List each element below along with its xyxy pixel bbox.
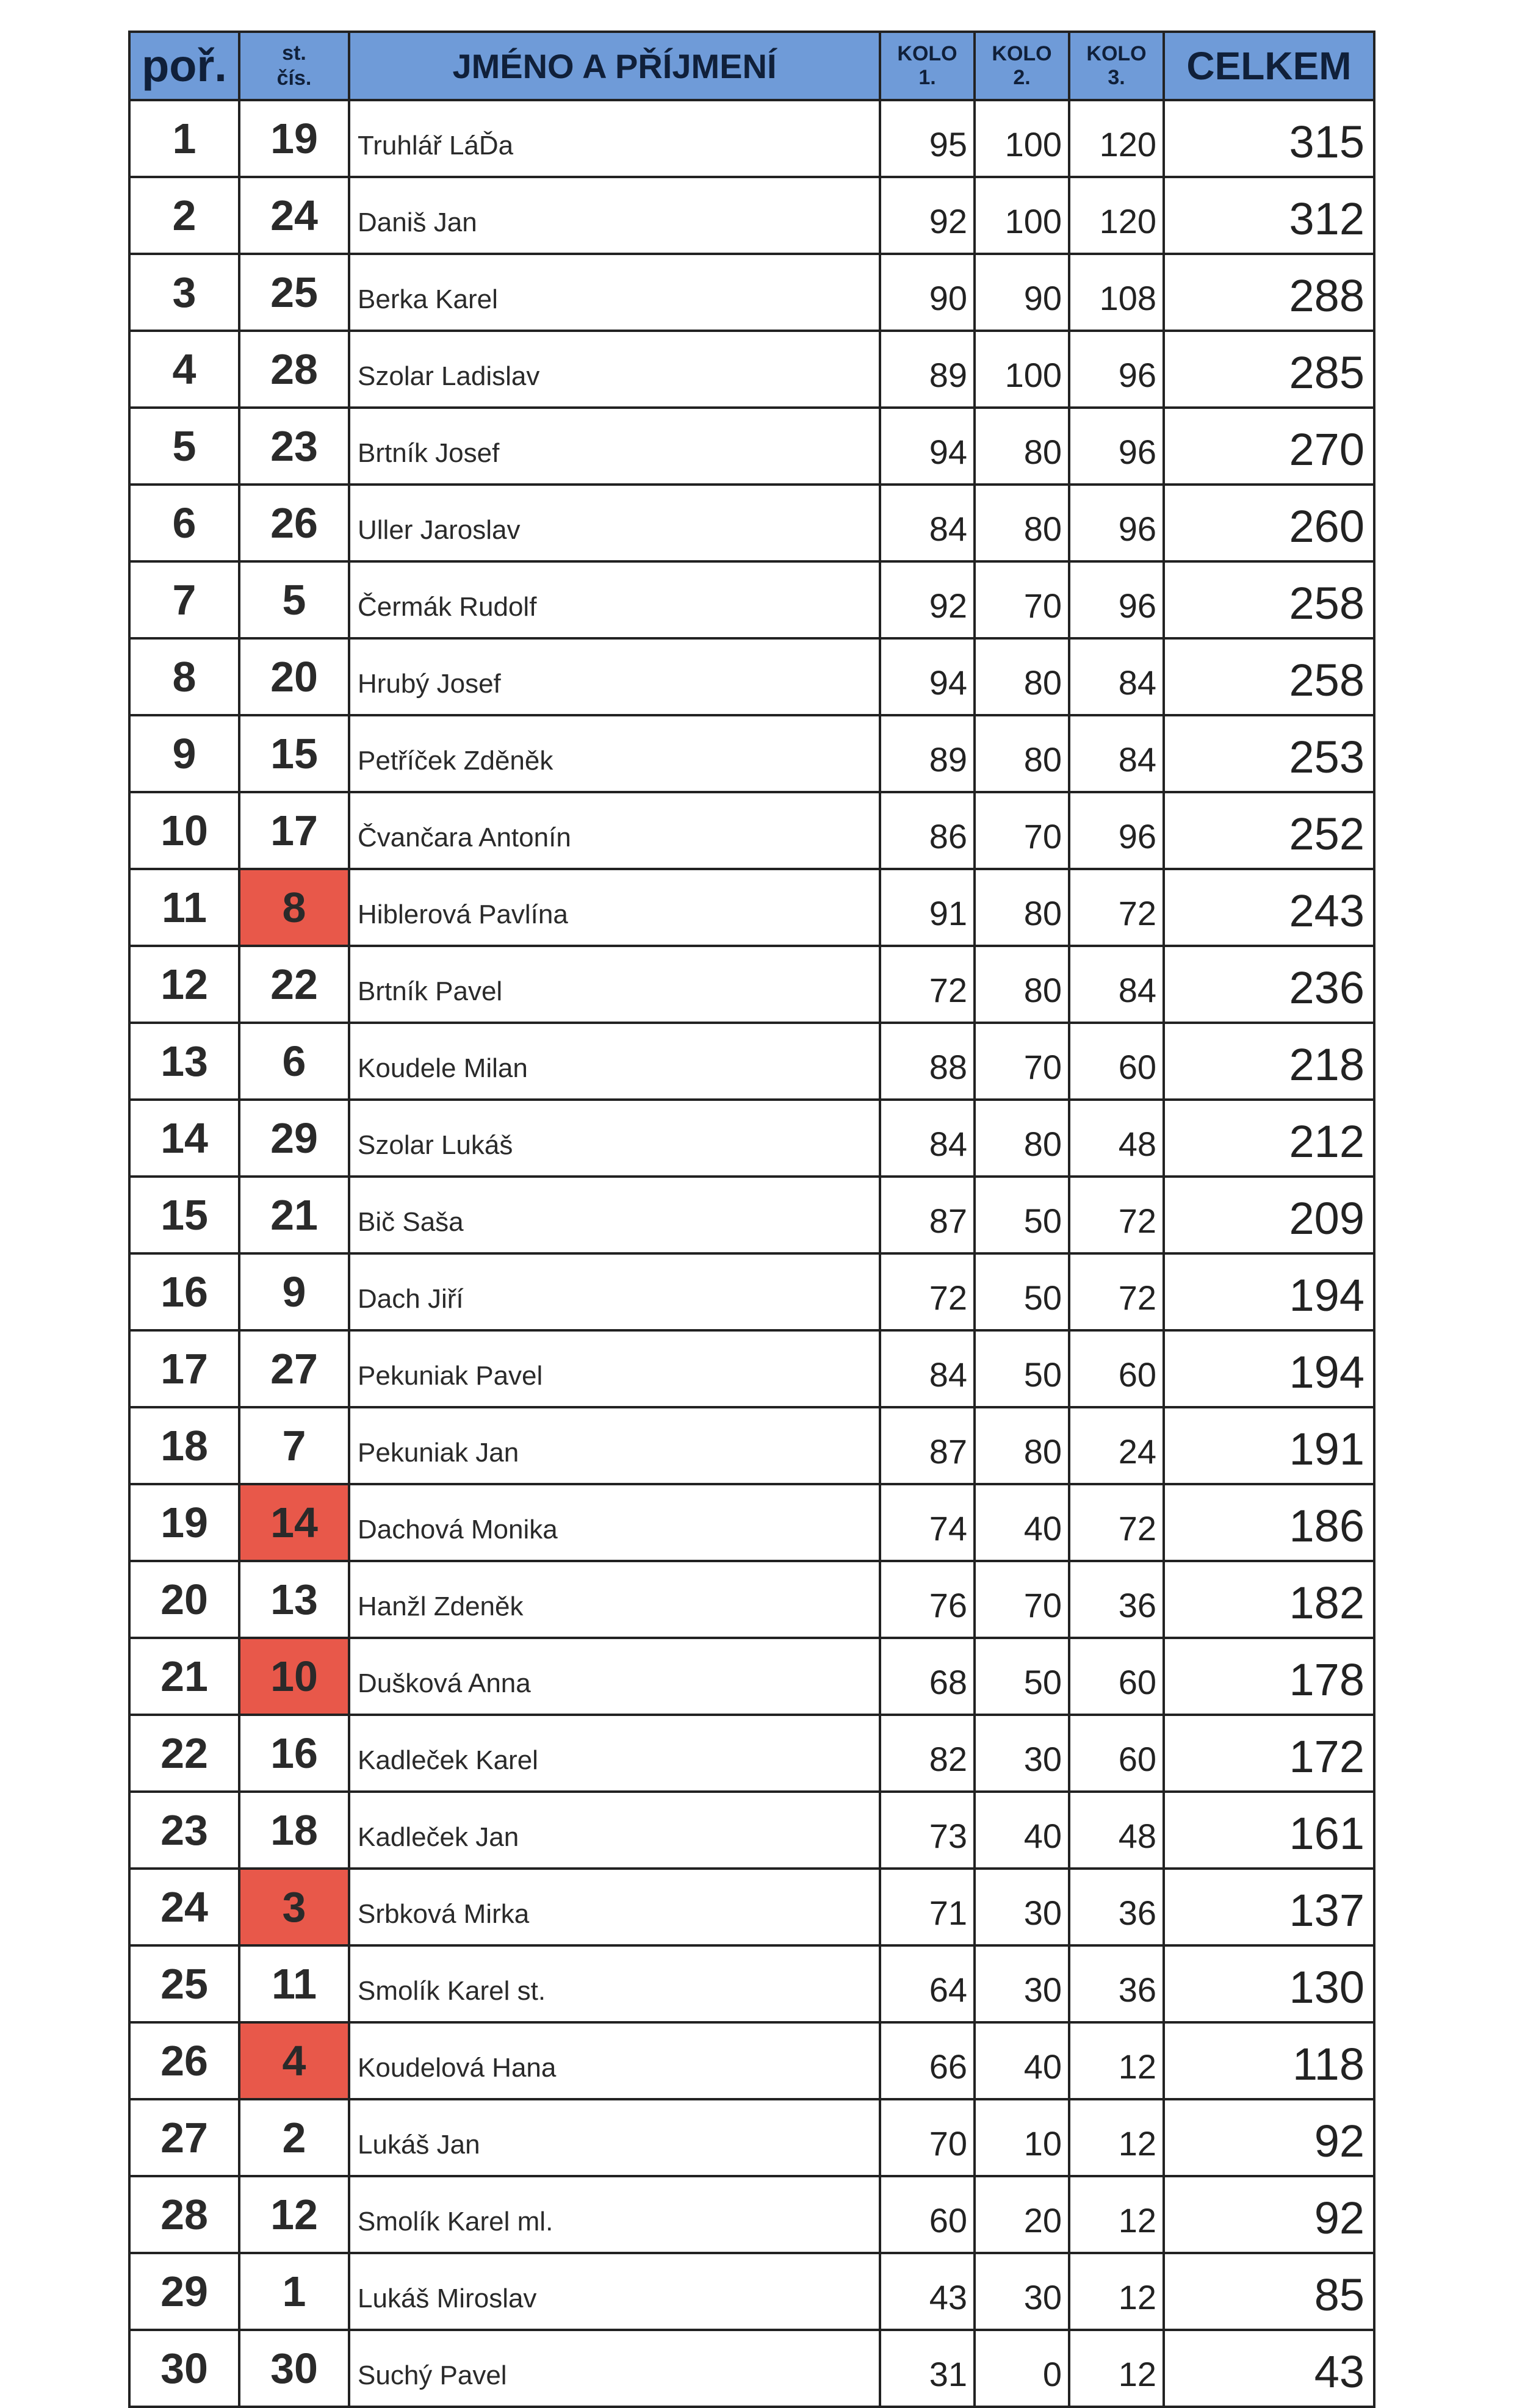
round-2-score-cell: 50 — [975, 1177, 1069, 1253]
start-number-cell: 4 — [239, 2022, 349, 2099]
table-row — [129, 1638, 1374, 1715]
table-row — [129, 331, 1374, 408]
round-2-score-cell: 0 — [975, 2330, 1069, 2407]
round-2-score-cell: 100 — [975, 331, 1069, 408]
round-1-score-cell: 84 — [880, 1330, 975, 1407]
start-number-cell: 2 — [239, 2099, 349, 2176]
round-3-score-cell: 72 — [1069, 1484, 1164, 1561]
rank-cell: 6 — [129, 485, 239, 561]
table-row — [129, 2099, 1374, 2176]
total-score-cell: 43 — [1164, 2330, 1374, 2407]
round-1-score-cell: 89 — [880, 715, 975, 792]
round-2-score-cell: 50 — [975, 1638, 1069, 1715]
round-1-score-cell: 70 — [880, 2099, 975, 2176]
competitor-name-cell: Kadleček Karel — [349, 1715, 880, 1792]
header-row — [129, 32, 1374, 100]
rank-cell: 20 — [129, 1561, 239, 1638]
table-row — [129, 1869, 1374, 1945]
start-number-cell: 6 — [239, 1023, 349, 1100]
round-3-score-cell: 84 — [1069, 946, 1164, 1023]
table-body — [129, 100, 1374, 2407]
competitor-name-cell: Lukáš Miroslav — [349, 2253, 880, 2330]
round-3-score-cell: 36 — [1069, 1869, 1164, 1945]
round-2-score-cell: 70 — [975, 1561, 1069, 1638]
rank-cell: 13 — [129, 1023, 239, 1100]
header-round-3-label: KOLO — [1086, 41, 1147, 65]
round-3-score-cell: 108 — [1069, 254, 1164, 331]
rank-cell: 26 — [129, 2022, 239, 2099]
total-score-cell: 161 — [1164, 1792, 1374, 1869]
table-row — [129, 792, 1374, 869]
table-row — [129, 561, 1374, 638]
round-1-score-cell: 94 — [880, 638, 975, 715]
competitor-name-cell: Bič Saša — [349, 1177, 880, 1253]
table-row — [129, 1792, 1374, 1869]
rank-cell: 4 — [129, 331, 239, 408]
round-3-score-cell: 84 — [1069, 715, 1164, 792]
round-2-score-cell: 20 — [975, 2176, 1069, 2253]
round-2-score-cell: 30 — [975, 1715, 1069, 1792]
rank-cell: 16 — [129, 1253, 239, 1330]
competitor-name-cell: Petříček Zděněk — [349, 715, 880, 792]
rank-cell: 1 — [129, 100, 239, 177]
start-number-cell: 24 — [239, 177, 349, 254]
round-1-score-cell: 94 — [880, 408, 975, 485]
round-1-score-cell: 87 — [880, 1177, 975, 1253]
round-1-score-cell: 84 — [880, 485, 975, 561]
round-2-score-cell: 100 — [975, 177, 1069, 254]
total-score-cell: 118 — [1164, 2022, 1374, 2099]
round-2-score-cell: 30 — [975, 1869, 1069, 1945]
round-2-score-cell: 30 — [975, 1945, 1069, 2022]
table-row — [129, 1253, 1374, 1330]
header-round-2-number: 2. — [1013, 66, 1031, 89]
competitor-name-cell: Srbková Mirka — [349, 1869, 880, 1945]
rank-cell: 15 — [129, 1177, 239, 1253]
round-3-score-cell: 120 — [1069, 100, 1164, 177]
competitor-name-cell: Pekuniak Pavel — [349, 1330, 880, 1407]
start-number-cell: 12 — [239, 2176, 349, 2253]
total-score-cell: 258 — [1164, 561, 1374, 638]
total-score-cell: 212 — [1164, 1100, 1374, 1177]
start-number-cell: 7 — [239, 1407, 349, 1484]
table-row — [129, 1100, 1374, 1177]
header-total: CELKEM — [1164, 32, 1374, 100]
table-row — [129, 1484, 1374, 1561]
round-3-score-cell: 48 — [1069, 1792, 1164, 1869]
start-number-cell: 19 — [239, 100, 349, 177]
round-1-score-cell: 88 — [880, 1023, 975, 1100]
header-round-3-number: 3. — [1108, 66, 1125, 89]
round-2-score-cell: 80 — [975, 946, 1069, 1023]
competitor-name-cell: Kadleček Jan — [349, 1792, 880, 1869]
start-number-cell: 18 — [239, 1792, 349, 1869]
start-number-cell: 15 — [239, 715, 349, 792]
start-number-cell: 27 — [239, 1330, 349, 1407]
rank-cell: 27 — [129, 2099, 239, 2176]
total-score-cell: 258 — [1164, 638, 1374, 715]
round-3-score-cell: 36 — [1069, 1945, 1164, 2022]
round-1-score-cell: 66 — [880, 2022, 975, 2099]
table-row — [129, 946, 1374, 1023]
total-score-cell: 260 — [1164, 485, 1374, 561]
header-start-number — [239, 32, 349, 100]
start-number-cell: 3 — [239, 1869, 349, 1945]
start-number-cell: 21 — [239, 1177, 349, 1253]
rank-cell: 2 — [129, 177, 239, 254]
table-row — [129, 2253, 1374, 2330]
table-row — [129, 1330, 1374, 1407]
table-row — [129, 2330, 1374, 2407]
total-score-cell: 285 — [1164, 331, 1374, 408]
start-number-cell: 20 — [239, 638, 349, 715]
competitor-name-cell: Koudelová Hana — [349, 2022, 880, 2099]
table-row — [129, 1177, 1374, 1253]
round-2-score-cell: 80 — [975, 485, 1069, 561]
round-1-score-cell: 73 — [880, 1792, 975, 1869]
table-row — [129, 1407, 1374, 1484]
start-number-cell: 22 — [239, 946, 349, 1023]
round-3-score-cell: 60 — [1069, 1023, 1164, 1100]
start-number-cell: 16 — [239, 1715, 349, 1792]
competitor-name-cell: Truhlář LáĎa — [349, 100, 880, 177]
round-1-score-cell: 31 — [880, 2330, 975, 2407]
total-score-cell: 315 — [1164, 100, 1374, 177]
table-row — [129, 715, 1374, 792]
results-table — [128, 31, 1375, 2408]
total-score-cell: 92 — [1164, 2099, 1374, 2176]
table-row — [129, 1715, 1374, 1792]
start-number-cell: 5 — [239, 561, 349, 638]
round-3-score-cell: 60 — [1069, 1715, 1164, 1792]
competitor-name-cell: Brtník Pavel — [349, 946, 880, 1023]
round-3-score-cell: 60 — [1069, 1638, 1164, 1715]
table-row — [129, 408, 1374, 485]
competitor-name-cell: Hrubý Josef — [349, 638, 880, 715]
competitor-name-cell: Koudele Milan — [349, 1023, 880, 1100]
round-3-score-cell: 24 — [1069, 1407, 1164, 1484]
total-score-cell: 312 — [1164, 177, 1374, 254]
round-1-score-cell: 90 — [880, 254, 975, 331]
rank-cell: 10 — [129, 792, 239, 869]
total-score-cell: 243 — [1164, 869, 1374, 946]
round-1-score-cell: 92 — [880, 561, 975, 638]
table-row — [129, 100, 1374, 177]
round-2-score-cell: 70 — [975, 792, 1069, 869]
total-score-cell: 191 — [1164, 1407, 1374, 1484]
round-2-score-cell: 70 — [975, 561, 1069, 638]
round-1-score-cell: 68 — [880, 1638, 975, 1715]
total-score-cell: 236 — [1164, 946, 1374, 1023]
table-row — [129, 254, 1374, 331]
total-score-cell: 137 — [1164, 1869, 1374, 1945]
competitor-name-cell: Čvančara Antonín — [349, 792, 880, 869]
round-1-score-cell: 87 — [880, 1407, 975, 1484]
start-number-cell: 9 — [239, 1253, 349, 1330]
rank-cell: 25 — [129, 1945, 239, 2022]
start-number-cell: 25 — [239, 254, 349, 331]
total-score-cell: 186 — [1164, 1484, 1374, 1561]
total-score-cell: 218 — [1164, 1023, 1374, 1100]
start-number-cell: 29 — [239, 1100, 349, 1177]
total-score-cell: 92 — [1164, 2176, 1374, 2253]
header-rank: poř. — [129, 32, 239, 100]
header-round-1-label: KOLO — [897, 41, 957, 65]
rank-cell: 9 — [129, 715, 239, 792]
total-score-cell: 288 — [1164, 254, 1374, 331]
round-1-score-cell: 86 — [880, 792, 975, 869]
round-3-score-cell: 120 — [1069, 177, 1164, 254]
rank-cell: 21 — [129, 1638, 239, 1715]
total-score-cell: 270 — [1164, 408, 1374, 485]
rank-cell: 19 — [129, 1484, 239, 1561]
round-2-score-cell: 30 — [975, 2253, 1069, 2330]
rank-cell: 8 — [129, 638, 239, 715]
start-number-cell: 30 — [239, 2330, 349, 2407]
table-row — [129, 2176, 1374, 2253]
round-3-score-cell: 12 — [1069, 2099, 1164, 2176]
table-row — [129, 485, 1374, 561]
competitor-name-cell: Dachová Monika — [349, 1484, 880, 1561]
competitor-name-cell: Szolar Ladislav — [349, 331, 880, 408]
rank-cell: 23 — [129, 1792, 239, 1869]
round-3-score-cell: 72 — [1069, 869, 1164, 946]
header-round-2 — [975, 32, 1069, 100]
competitor-name-cell: Hiblerová Pavlína — [349, 869, 880, 946]
competitor-name-cell: Dušková Anna — [349, 1638, 880, 1715]
round-1-score-cell: 91 — [880, 869, 975, 946]
round-3-score-cell: 96 — [1069, 485, 1164, 561]
round-2-score-cell: 80 — [975, 1407, 1069, 1484]
rank-cell: 11 — [129, 869, 239, 946]
header-round-1-number: 1. — [918, 66, 936, 89]
start-number-cell: 13 — [239, 1561, 349, 1638]
round-1-score-cell: 89 — [880, 331, 975, 408]
table-row — [129, 177, 1374, 254]
round-1-score-cell: 72 — [880, 1253, 975, 1330]
round-3-score-cell: 96 — [1069, 331, 1164, 408]
header-round-2-label: KOLO — [992, 41, 1052, 65]
header-name: JMÉNO A PŘÍJMENÍ — [349, 32, 880, 100]
round-3-score-cell: 84 — [1069, 638, 1164, 715]
total-score-cell: 194 — [1164, 1330, 1374, 1407]
round-2-score-cell: 100 — [975, 100, 1069, 177]
round-1-score-cell: 84 — [880, 1100, 975, 1177]
start-number-cell: 14 — [239, 1484, 349, 1561]
round-3-score-cell: 96 — [1069, 792, 1164, 869]
start-number-cell: 26 — [239, 485, 349, 561]
round-3-score-cell: 60 — [1069, 1330, 1164, 1407]
rank-cell: 22 — [129, 1715, 239, 1792]
round-1-score-cell: 76 — [880, 1561, 975, 1638]
total-score-cell: 182 — [1164, 1561, 1374, 1638]
round-1-score-cell: 64 — [880, 1945, 975, 2022]
round-1-score-cell: 43 — [880, 2253, 975, 2330]
round-3-score-cell: 12 — [1069, 2176, 1164, 2253]
competitor-name-cell: Čermák Rudolf — [349, 561, 880, 638]
total-score-cell: 178 — [1164, 1638, 1374, 1715]
table-header — [129, 32, 1374, 100]
round-2-score-cell: 40 — [975, 1484, 1069, 1561]
competitor-name-cell: Dach Jiří — [349, 1253, 880, 1330]
competitor-name-cell: Lukáš Jan — [349, 2099, 880, 2176]
total-score-cell: 194 — [1164, 1253, 1374, 1330]
round-2-score-cell: 10 — [975, 2099, 1069, 2176]
rank-cell: 3 — [129, 254, 239, 331]
competitor-name-cell: Hanžl Zdeněk — [349, 1561, 880, 1638]
total-score-cell: 85 — [1164, 2253, 1374, 2330]
total-score-cell: 209 — [1164, 1177, 1374, 1253]
competitor-name-cell: Smolík Karel ml. — [349, 2176, 880, 2253]
start-number-cell: 10 — [239, 1638, 349, 1715]
round-2-score-cell: 80 — [975, 638, 1069, 715]
round-1-score-cell: 95 — [880, 100, 975, 177]
round-2-score-cell: 40 — [975, 1792, 1069, 1869]
start-number-cell: 23 — [239, 408, 349, 485]
round-1-score-cell: 82 — [880, 1715, 975, 1792]
rank-cell: 14 — [129, 1100, 239, 1177]
start-number-cell: 11 — [239, 1945, 349, 2022]
competitor-name-cell: Uller Jaroslav — [349, 485, 880, 561]
round-2-score-cell: 80 — [975, 1100, 1069, 1177]
round-2-score-cell: 70 — [975, 1023, 1069, 1100]
round-3-score-cell: 96 — [1069, 408, 1164, 485]
start-number-cell: 17 — [239, 792, 349, 869]
round-2-score-cell: 40 — [975, 2022, 1069, 2099]
table-row — [129, 1945, 1374, 2022]
header-round-1 — [880, 32, 975, 100]
rank-cell: 12 — [129, 946, 239, 1023]
start-number-cell: 8 — [239, 869, 349, 946]
competitor-name-cell: Smolík Karel st. — [349, 1945, 880, 2022]
round-3-score-cell: 12 — [1069, 2330, 1164, 2407]
header-start-number-line1: st. — [282, 41, 306, 65]
start-number-cell: 28 — [239, 331, 349, 408]
header-round-3 — [1069, 32, 1164, 100]
table-row — [129, 638, 1374, 715]
round-3-score-cell: 72 — [1069, 1253, 1164, 1330]
table-row — [129, 1023, 1374, 1100]
rank-cell: 28 — [129, 2176, 239, 2253]
rank-cell: 24 — [129, 1869, 239, 1945]
rank-cell: 18 — [129, 1407, 239, 1484]
total-score-cell: 253 — [1164, 715, 1374, 792]
round-1-score-cell: 74 — [880, 1484, 975, 1561]
start-number-cell: 1 — [239, 2253, 349, 2330]
round-2-score-cell: 50 — [975, 1330, 1069, 1407]
round-2-score-cell: 80 — [975, 869, 1069, 946]
rank-cell: 30 — [129, 2330, 239, 2407]
round-3-score-cell: 96 — [1069, 561, 1164, 638]
round-1-score-cell: 92 — [880, 177, 975, 254]
rank-cell: 29 — [129, 2253, 239, 2330]
rank-cell: 17 — [129, 1330, 239, 1407]
competitor-name-cell: Szolar Lukáš — [349, 1100, 880, 1177]
round-3-score-cell: 12 — [1069, 2253, 1164, 2330]
round-2-score-cell: 50 — [975, 1253, 1069, 1330]
round-1-score-cell: 72 — [880, 946, 975, 1023]
round-3-score-cell: 48 — [1069, 1100, 1164, 1177]
competitor-name-cell: Daniš Jan — [349, 177, 880, 254]
competitor-name-cell: Suchý Pavel — [349, 2330, 880, 2407]
round-2-score-cell: 80 — [975, 408, 1069, 485]
table-row — [129, 869, 1374, 946]
round-3-score-cell: 72 — [1069, 1177, 1164, 1253]
table-row — [129, 1561, 1374, 1638]
competitor-name-cell: Berka Karel — [349, 254, 880, 331]
competitor-name-cell: Pekuniak Jan — [349, 1407, 880, 1484]
total-score-cell: 252 — [1164, 792, 1374, 869]
round-1-score-cell: 71 — [880, 1869, 975, 1945]
round-3-score-cell: 12 — [1069, 2022, 1164, 2099]
total-score-cell: 130 — [1164, 1945, 1374, 2022]
round-2-score-cell: 80 — [975, 715, 1069, 792]
total-score-cell: 172 — [1164, 1715, 1374, 1792]
round-3-score-cell: 36 — [1069, 1561, 1164, 1638]
rank-cell: 7 — [129, 561, 239, 638]
rank-cell: 5 — [129, 408, 239, 485]
round-1-score-cell: 60 — [880, 2176, 975, 2253]
round-2-score-cell: 90 — [975, 254, 1069, 331]
header-start-number-line2: čís. — [276, 67, 312, 90]
table-row — [129, 2022, 1374, 2099]
competitor-name-cell: Brtník Josef — [349, 408, 880, 485]
